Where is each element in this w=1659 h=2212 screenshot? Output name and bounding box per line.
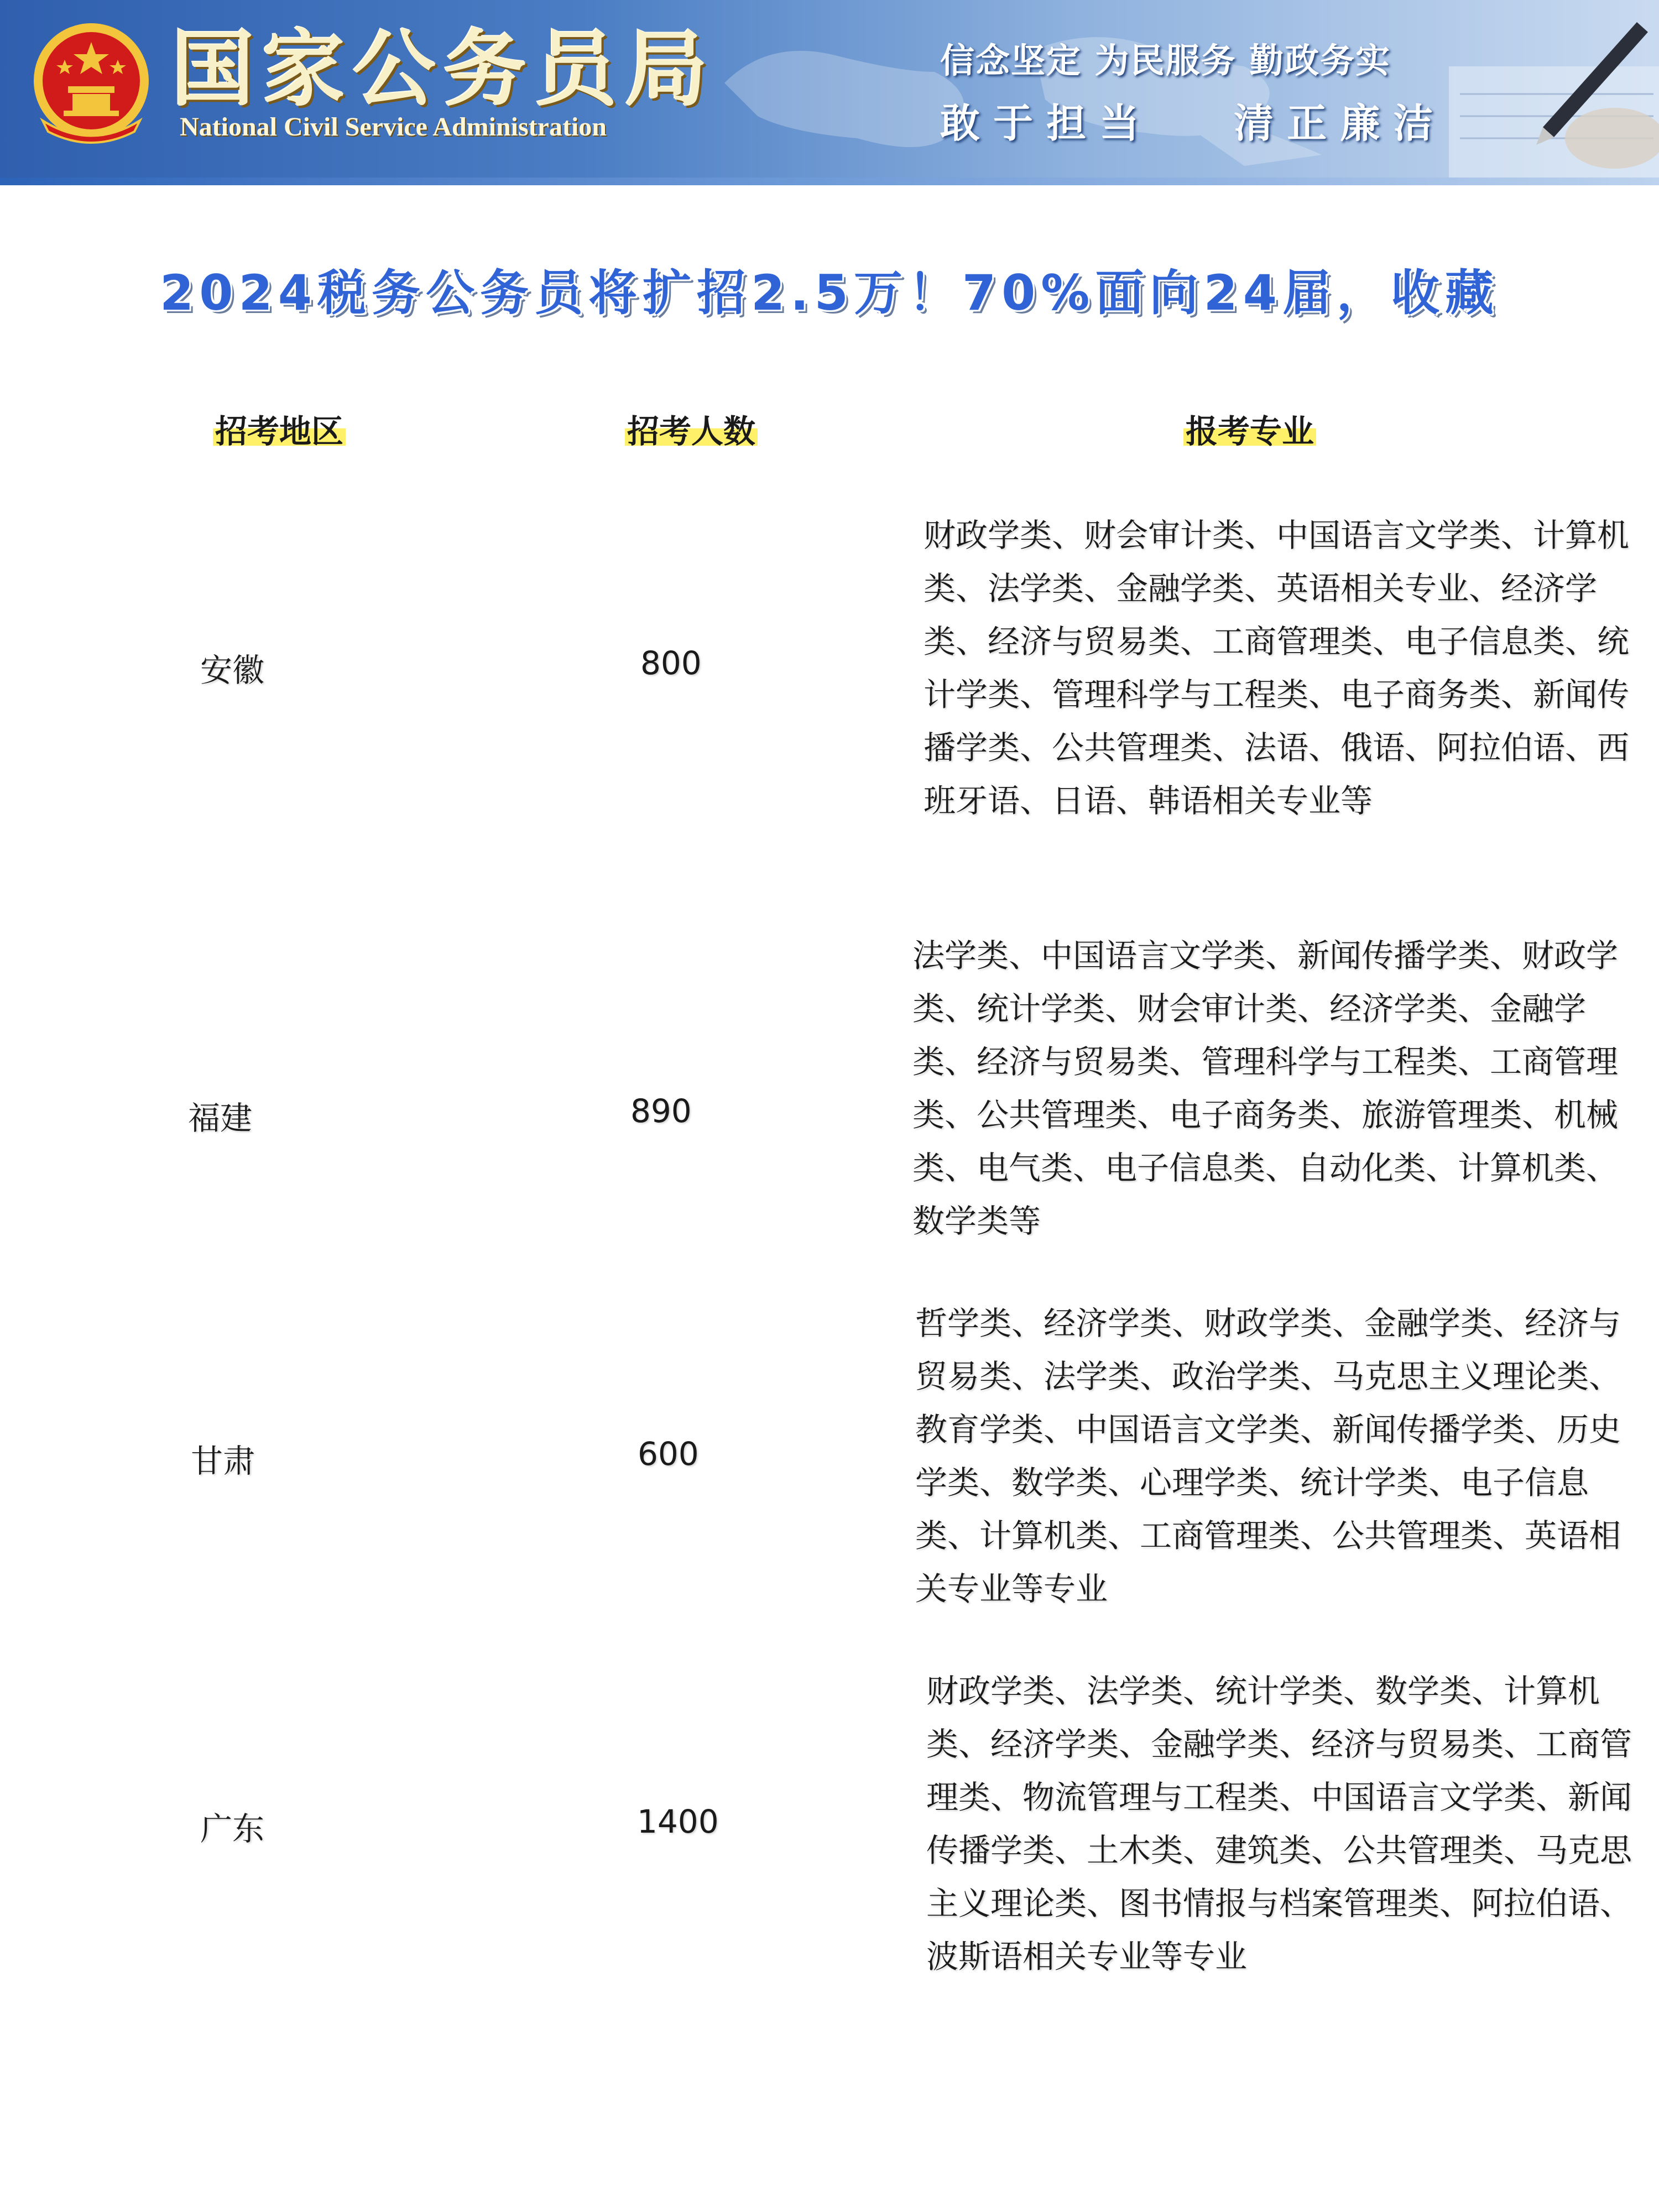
row-major: 财政学类、财会审计类、中国语言文学类、计算机类、法学类、金融学类、英语相关专业、经济学类、经济与贸易类、工商管理类、电子信息类、统计学类、管理科学与工程类、电子商务类、新闻传播学类、公共管理类、法语、俄语、阿拉伯语、西班牙语、日语、韩语相关专业等 — [924, 517, 1630, 820]
row-region: 安徽 — [200, 651, 265, 689]
page-title: 2024税务公务员将扩招2.5万！70%面向24届，收藏 — [160, 264, 1499, 321]
row-region: 广东 — [200, 1810, 265, 1848]
slogan-line-1: 信念坚定 为民服务 勤政务实 — [940, 40, 1391, 81]
agency-name-en: National Civil Service Administration — [180, 112, 607, 142]
column-header-count: 招考人数 — [625, 406, 758, 456]
column-header-region: 招考地区 — [213, 406, 346, 456]
row-count: 600 — [638, 1435, 699, 1473]
pen-writing-icon — [1416, 0, 1659, 182]
row-region: 福建 — [188, 1099, 253, 1137]
header-banner — [0, 0, 1659, 185]
row-count: 800 — [640, 644, 702, 682]
row-major: 财政学类、法学类、统计学类、数学类、计算机类、经济学类、金融学类、经济与贸易类、工商管理类、物流管理与工程类、中国语言文学类、新闻传播学类、土木类、建筑类、公共管理类、马克思主义理论类、图书情报与档案管理类、阿拉伯语、波斯语相关专业等专业 — [926, 1672, 1632, 1975]
agency-name-cn: 国家公务员局 — [171, 20, 716, 118]
slogan-line-2: 敢于担当 清正廉洁 — [940, 100, 1447, 147]
row-region: 甘肃 — [191, 1442, 255, 1480]
row-count: 890 — [630, 1092, 692, 1130]
row-major: 法学类、中国语言文学类、新闻传播学类、财政学类、统计学类、财会审计类、经济学类、金融学类、经济与贸易类、管理科学与工程类、工商管理类、公共管理类、电子商务类、旅游管理类、机械类、电气类、电子信息类、自动化类、计算机类、数学类等 — [912, 937, 1619, 1240]
column-header-major: 报考专业 — [1183, 406, 1316, 456]
national-emblem-icon — [30, 21, 152, 145]
row-major: 哲学类、经济学类、财政学类、金融学类、经济与贸易类、法学类、政治学类、马克思主义理论类、教育学类、中国语言文学类、新闻传播学类、历史学类、数学类、心理学类、统计学类、电子信息类、计算机类、工商管理类、公共管理类、英语相关专业等专业 — [915, 1305, 1621, 1608]
row-count: 1400 — [637, 1803, 719, 1840]
